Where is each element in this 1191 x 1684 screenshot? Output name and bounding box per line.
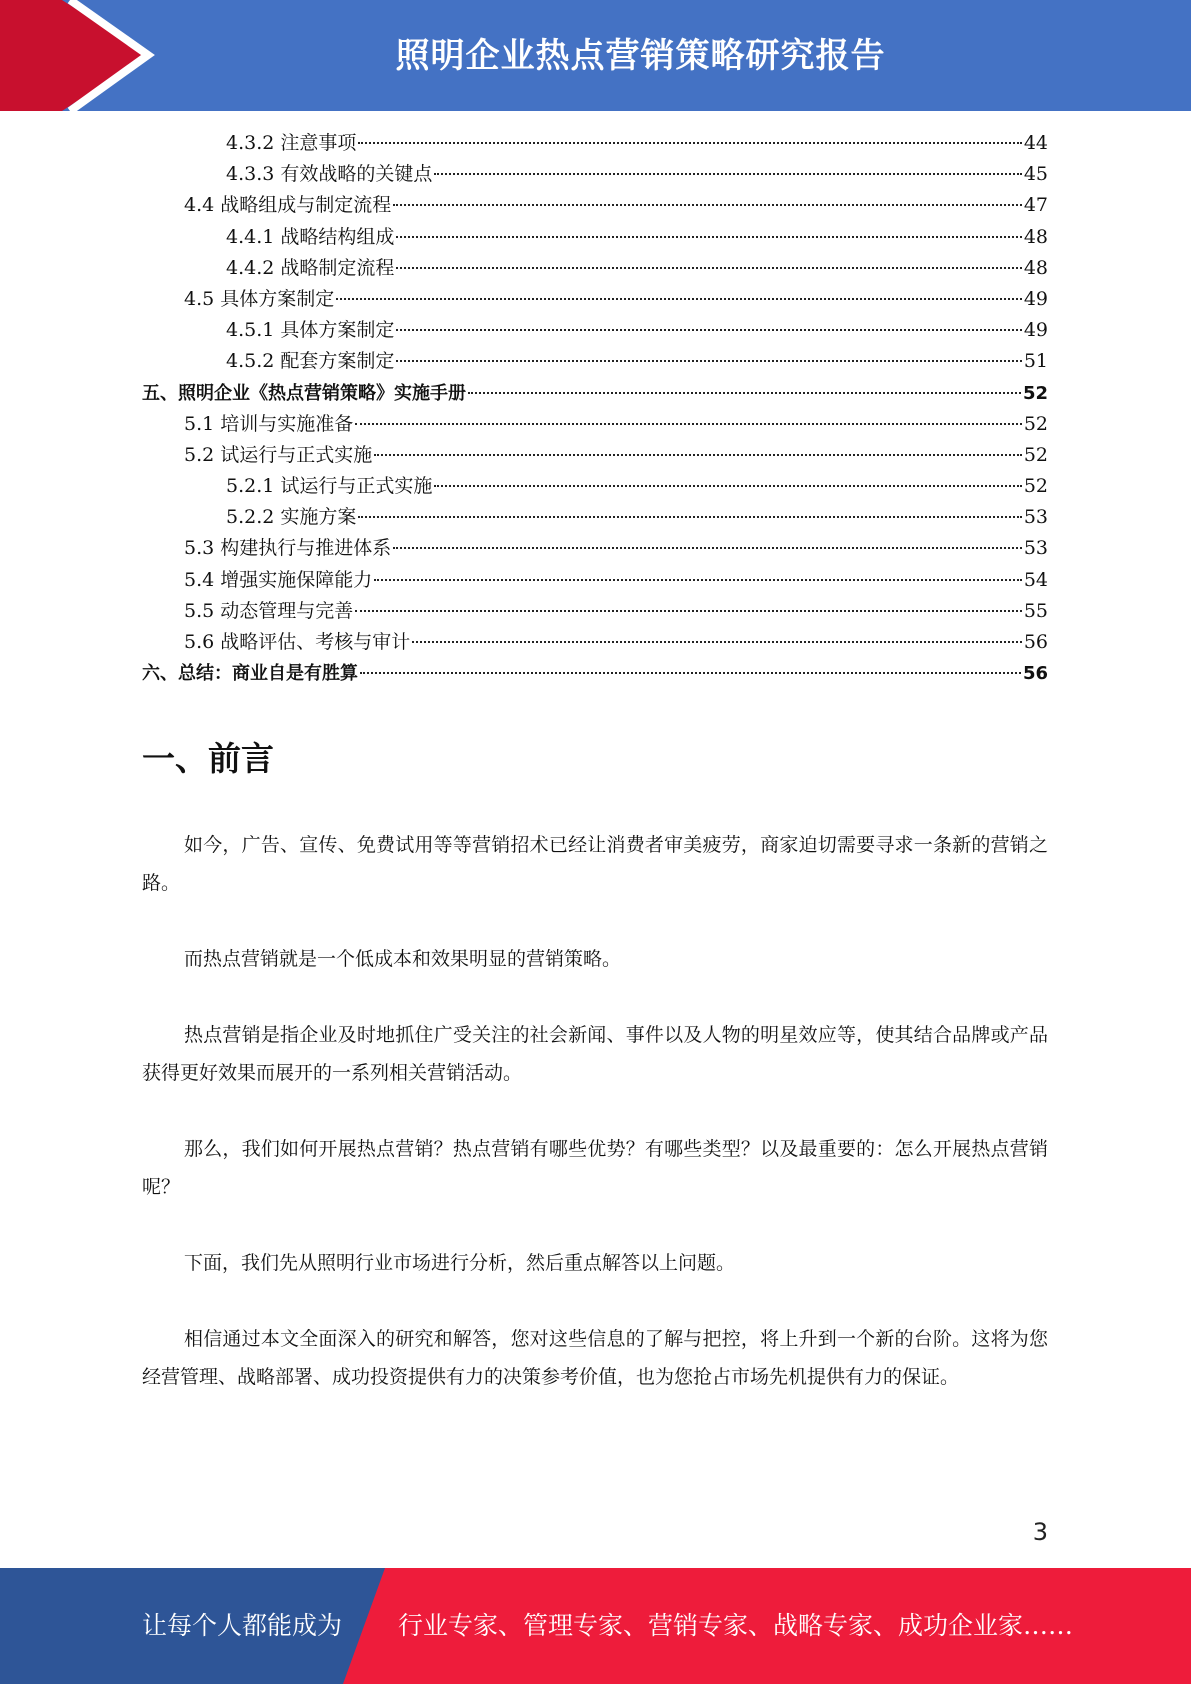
toc-leader-dots (360, 672, 1021, 674)
toc-leader-dots (393, 547, 1022, 549)
paragraph-1: 如今，广告、宣传、免费试用等等营销招术已经让消费者审美疲劳，商家迫切需要寻求一条新的营销之路。 (142, 834, 1048, 894)
toc-entry-label: 5.5 动态管理与完善 (184, 599, 354, 622)
toc-leader-dots (374, 454, 1022, 456)
toc-entry-page: 52 (1023, 412, 1048, 435)
toc-leader-dots (412, 641, 1022, 643)
toc-leader-dots (355, 610, 1022, 612)
toc-entry-page: 45 (1023, 163, 1048, 186)
toc-entry-page: 52 (1023, 443, 1048, 466)
toc-entry[interactable] (142, 471, 1048, 502)
toc-entry[interactable] (142, 409, 1048, 440)
toc-entry-page: 51 (1023, 350, 1048, 373)
toc-leader-dots (336, 298, 1022, 300)
toc-entry-label: 5.1 培训与实施准备 (184, 412, 354, 435)
toc-entry-page: 44 (1023, 132, 1048, 154)
toc-entry-page: 53 (1023, 537, 1048, 560)
toc-entry[interactable] (142, 596, 1048, 627)
toc-entry[interactable] (142, 222, 1048, 253)
toc-leader-dots (468, 392, 1021, 394)
toc-entry[interactable] (142, 627, 1048, 658)
toc-leader-dots (358, 516, 1021, 518)
toc-leader-dots (396, 360, 1021, 362)
toc-entry-label: 4.5.2 配套方案制定 (226, 350, 395, 373)
paragraph-4: 那么，我们如何开展热点营销？热点营销有哪些优势？有哪些类型？以及最重要的：怎么开展热点营销呢？ (142, 1138, 1048, 1198)
toc-entry[interactable] (142, 658, 1048, 689)
toc-leader-dots (434, 485, 1021, 487)
paragraph-6: 相信通过本文全面深入的研究和解答，您对这些信息的了解与把控，将上升到一个新的台阶。这将为您经营管理、战略部署、成功投资提供有力的决策参考价值，也为您抢占市场先机提供有力的保证。 (142, 1328, 1048, 1388)
toc-entry-label: 五、照明企业《热点营销策略》实施手册 (142, 382, 466, 404)
toc-entry-page: 53 (1023, 506, 1048, 529)
toc-entry[interactable] (142, 378, 1048, 409)
section-title: 一、前言 (142, 739, 274, 778)
toc-entry-page: 56 (1022, 663, 1048, 685)
toc-entry-label: 5.2.2 实施方案 (226, 506, 357, 529)
toc-entry-label: 5.6 战略评估、考核与审计 (184, 631, 411, 653)
toc-entry-page: 52 (1022, 382, 1048, 404)
toc-entry[interactable] (142, 159, 1048, 190)
toc-leader-dots (355, 423, 1022, 425)
toc-entry[interactable] (142, 346, 1048, 377)
page-header (0, 0, 1191, 111)
toc-entry-page: 49 (1023, 287, 1048, 310)
toc-entry-label: 4.3.2 注意事项 (226, 132, 357, 154)
toc-entry-page: 49 (1023, 319, 1048, 342)
page-number: 3 (1032, 1518, 1048, 1546)
toc-entry-label: 4.4 战略组成与制定流程 (184, 194, 392, 217)
paragraph-3: 热点营销是指企业及时地抓住广受关注的社会新闻、事件以及人物的明星效应等，使其结合品牌或产品获得更好效果而展开的一系列相关营销活动。 (142, 1024, 1048, 1084)
toc-entry-label: 5.2 试运行与正式实施 (184, 443, 373, 466)
toc-entry-label: 4.5.1 具体方案制定 (226, 319, 395, 342)
toc-leader-dots (374, 579, 1022, 581)
toc-entry[interactable] (142, 128, 1048, 159)
toc-entry-page: 54 (1023, 568, 1048, 591)
toc-entry-label: 5.3 构建执行与推进体系 (184, 537, 392, 560)
toc-entry[interactable] (142, 190, 1048, 221)
toc-entry-label: 4.3.3 有效战略的关键点 (226, 163, 433, 186)
footer-slogan-left: 让每个人都能成为 (142, 1611, 343, 1640)
toc-entry-label: 4.4.2 战略制定流程 (226, 256, 395, 279)
toc-entry-label: 5.2.1 试运行与正式实施 (226, 475, 433, 498)
paragraph-5: 下面，我们先从照明行业市场进行分析，然后重点解答以上问题。 (184, 1252, 736, 1274)
toc-entry-page: 55 (1023, 599, 1048, 622)
toc-entry[interactable] (142, 502, 1048, 533)
toc-leader-dots (396, 329, 1021, 331)
paragraph-2: 而热点营销就是一个低成本和效果明显的营销策略。 (184, 948, 622, 970)
header-title: 照明企业热点营销策略研究报告 (395, 36, 886, 76)
toc-entry[interactable] (142, 284, 1048, 315)
toc-entry-page: 56 (1023, 631, 1048, 653)
footer-slogan-right: 行业专家、管理专家、营销专家、战略专家、成功企业家…… (398, 1611, 1074, 1640)
toc-entry[interactable] (142, 253, 1048, 284)
toc-entry-label: 4.5 具体方案制定 (184, 287, 335, 310)
page-footer (0, 1568, 1191, 1684)
toc-entry[interactable] (142, 533, 1048, 564)
toc-leader-dots (396, 236, 1021, 238)
toc-leader-dots (396, 267, 1021, 269)
toc-entry-page: 52 (1023, 475, 1048, 498)
toc-entry[interactable] (142, 440, 1048, 471)
toc-entry-page: 48 (1023, 256, 1048, 279)
toc-entry-label: 4.4.1 战略结构组成 (226, 225, 395, 248)
table-of-contents (142, 128, 1048, 689)
toc-entry-page: 48 (1023, 225, 1048, 248)
toc-leader-dots (434, 173, 1021, 175)
toc-entry[interactable] (142, 315, 1048, 346)
toc-entry-label: 六、总结：商业自是有胜算 (142, 663, 358, 685)
toc-entry-page: 47 (1023, 194, 1048, 217)
toc-entry[interactable] (142, 565, 1048, 596)
toc-leader-dots (358, 142, 1021, 144)
toc-entry-label: 5.4 增强实施保障能力 (184, 568, 373, 591)
toc-leader-dots (393, 204, 1022, 206)
